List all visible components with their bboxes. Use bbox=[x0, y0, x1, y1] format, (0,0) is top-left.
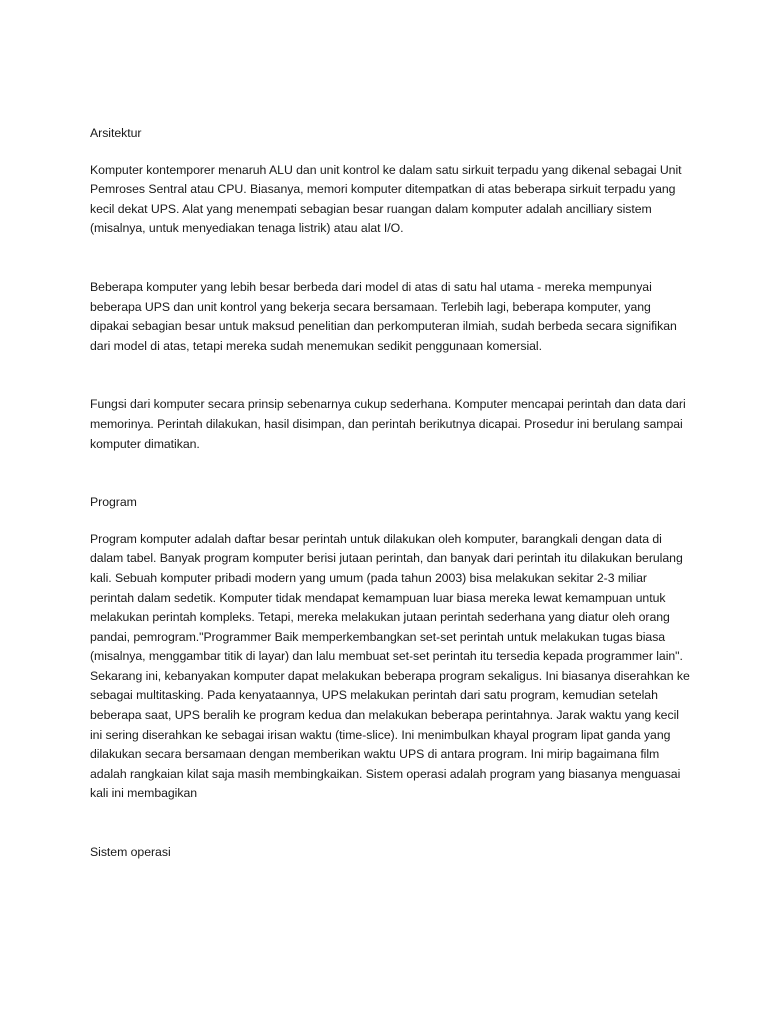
section-program bbox=[90, 493, 690, 843]
document-page bbox=[90, 124, 690, 880]
paragraph: Fungsi dari komputer secara prinsip sebenarnya cukup sederhana. Komputer mencapai perintah dan data dari memorinya. Perintah dilakukan, hasil disimpan, dan perintah berikutnya dicapai. Prosedur ini berulang sampai komputer dimatikan. bbox=[90, 397, 686, 451]
section-heading: Sistem operasi bbox=[90, 845, 171, 860]
paragraph-spacer bbox=[90, 239, 690, 278]
paragraph: Beberapa komputer yang lebih besar berbeda dari model di atas di satu hal utama - mereka mempunyai beberapa UPS dan unit kontrol yang bekerja secara bersamaan. Terlebih lagi, beberapa komputer, yang dipakai sebagian besar untuk maksud penelitian dan perkomputeran ilmiah, sudah berbeda secara signifikan dari model di atas, tetapi mereka sudah menemukan sedikit penggunaan komersial. bbox=[90, 279, 677, 353]
section-heading: Arsitektur bbox=[90, 126, 142, 140]
paragraph-spacer bbox=[90, 454, 690, 493]
paragraph: Komputer kontemporer menaruh ALU dan unit kontrol ke dalam satu sirkuit terpadu yang dikenal sebagai Unit Pemroses Sentral atau CPU. Biasanya, memori komputer ditempatkan di atas beberapa sirkuit terpadu yang kecil dekat UPS. Alat yang menempati sebagian besar ruangan dalam komputer adalah ancilliary sistem (misalnya, untuk menyediakan tenaga listrik) atau alat I/O. bbox=[90, 162, 682, 236]
paragraph-spacer bbox=[90, 804, 690, 843]
paragraph: Program komputer adalah daftar besar perintah untuk dilakukan oleh komputer, barangkali dengan data di dalam tabel. Banyak program komputer berisi jutaan perintah, dan banyak dari perintah itu dilakukan berulang kali. Sebuah komputer pribadi modern yang umum (pada tahun 2003) bisa melakukan sekitar 2-3 miliar perintah dalam sedetik. Komputer tidak mendapat kemampuan luar biasa mereka lewat kemampuan untuk melakukan perintah kompleks. Tetapi, mereka melakukan jutaan perintah sederhana yang diatur oleh orang pandai, pemrogram."Programmer Baik memperkembangkan set-set perintah untuk melakukan tugas biasa (misalnya, menggambar titik di layar) dan lalu membuat set-set perintah itu tersedia kepada programmer lain". Sekarang ini, kebanyakan komputer dapat melakukan beberapa program sekaligus. Ini biasanya diserahkan ke sebagai multitasking. Pada kenyataannya, UPS melakukan perintah dari satu program, kemudian setelah beberapa saat, UPS beralih ke program kedua dan melakukan beberapa perintahnya. Jarak waktu yang kecil ini sering diserahkan ke sebagai irisan waktu (time-slice). Ini menimbulkan khayal program lipat ganda yang dilakukan secara bersamaan dengan memberikan waktu UPS di antara program. Ini mirip bagaimana film adalah rangkaian kilat saja masih membingkaikan. Sistem operasi adalah program yang biasanya menguasai kali ini membagikan bbox=[90, 531, 690, 801]
section-arsitektur bbox=[90, 124, 690, 493]
section-heading: Program bbox=[90, 495, 137, 510]
section-sistem-operasi bbox=[90, 843, 690, 863]
paragraph-spacer bbox=[90, 356, 690, 395]
